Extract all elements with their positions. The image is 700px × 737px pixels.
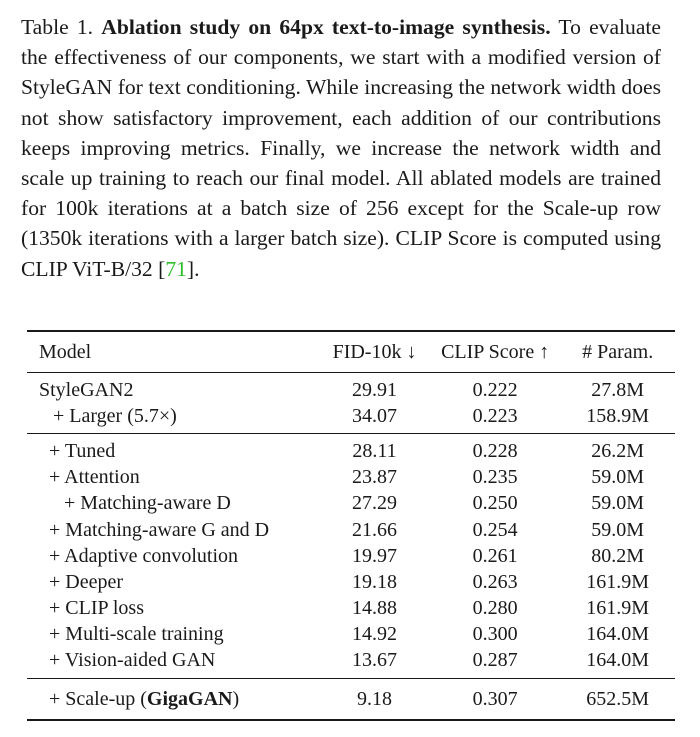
- clip-value: 0.263: [472, 570, 518, 593]
- clip-value: 0.280: [472, 597, 518, 620]
- params-value: 164.0M: [586, 623, 650, 646]
- model-name: + Deeper: [49, 570, 124, 593]
- table-row-final: [27, 679, 675, 721]
- params-value: 26.2M: [591, 439, 645, 462]
- header-params: # Param.: [582, 340, 654, 363]
- fid-value: 23.87: [352, 466, 398, 489]
- fid-value: 28.11: [352, 439, 397, 462]
- table-row: [27, 517, 675, 543]
- fid-value: 13.67: [352, 649, 398, 672]
- params-value: 80.2M: [591, 544, 645, 567]
- fid-value: 21.66: [352, 518, 398, 541]
- table-row: [27, 434, 675, 465]
- table-row: [27, 491, 675, 517]
- model-name: + Adaptive convolution: [49, 544, 239, 567]
- table-row: [27, 543, 675, 569]
- clip-value: 0.307: [472, 687, 518, 710]
- fid-value: 19.97: [352, 544, 398, 567]
- params-value: 161.9M: [586, 570, 650, 593]
- table-row: [27, 373, 675, 404]
- params-value: 164.0M: [586, 649, 650, 672]
- model-name: + Multi-scale training: [49, 623, 224, 646]
- model-name: + Tuned: [49, 439, 116, 462]
- header-model: Model: [39, 340, 92, 363]
- clip-value: 0.300: [472, 623, 518, 646]
- clip-value: 0.228: [472, 439, 518, 462]
- params-value: 59.0M: [591, 492, 645, 515]
- model-name: + Matching-aware G and D: [49, 518, 270, 541]
- model-name: + Vision-aided GAN: [49, 649, 216, 672]
- table-header-row: [27, 331, 675, 373]
- params-value: 27.8M: [591, 378, 645, 401]
- model-name: + CLIP loss: [49, 597, 144, 620]
- clip-value: 0.250: [472, 492, 518, 515]
- header-fid: FID-10k ↓: [332, 340, 417, 363]
- fid-value: 34.07: [352, 404, 398, 427]
- caption-label: Table 1.: [21, 15, 94, 39]
- caption-title: Ablation study on 64px text-to-image synthesis.: [101, 15, 551, 39]
- fid-value: 19.18: [352, 570, 398, 593]
- params-value: 652.5M: [586, 687, 650, 710]
- table-row: [27, 622, 675, 648]
- model-name: + Matching-aware D: [64, 492, 231, 515]
- clip-value: 0.222: [472, 378, 518, 401]
- model-name: StyleGAN2: [39, 378, 134, 401]
- params-value: 59.0M: [591, 466, 645, 489]
- table-row: [27, 465, 675, 491]
- caption-citation[interactable]: [71].: [158, 256, 200, 281]
- gigagan-label: GigaGAN: [146, 687, 233, 710]
- model-name: + Attention: [49, 466, 140, 489]
- citation-link[interactable]: 71: [165, 256, 187, 281]
- model-name: + Scale-up (GigaGAN): [49, 687, 240, 710]
- params-value: 158.9M: [586, 404, 650, 427]
- table-caption: [21, 12, 661, 284]
- fid-value: 14.88: [352, 597, 398, 620]
- header-clip-score: CLIP Score ↑: [441, 340, 550, 363]
- clip-value: 0.223: [472, 404, 518, 427]
- fid-value: 27.29: [352, 492, 398, 515]
- params-value: 161.9M: [586, 597, 650, 620]
- clip-value: 0.235: [472, 466, 518, 489]
- ablation-table: [27, 330, 675, 721]
- caption-body: To evaluate the effectiveness of our components, we start with a modified version of StyleGAN for text conditioning. While increasing the network width does not show satisfactory improvement, each addition of our contributions keeps improving metrics. Finally, we increase the network width and scale up training to reach our final model. All ablated models are trained for 100k iterations at a batch size of 256 except for the Scale-up row (1350k iterations with a larger batch size). CLIP Score is computed using CLIP ViT-B/32: [21, 15, 662, 281]
- clip-value: 0.287: [472, 649, 518, 672]
- fid-value: 9.18: [357, 687, 393, 710]
- table-row: [27, 403, 675, 434]
- table-row: [27, 596, 675, 622]
- fid-value: 14.92: [352, 623, 398, 646]
- table-row: [27, 569, 675, 595]
- clip-value: 0.254: [472, 518, 518, 541]
- fid-value: 29.91: [352, 378, 398, 401]
- table-row: [27, 648, 675, 679]
- model-name: + Larger (5.7×): [53, 404, 177, 427]
- params-value: 59.0M: [591, 518, 645, 541]
- clip-value: 0.261: [472, 544, 518, 567]
